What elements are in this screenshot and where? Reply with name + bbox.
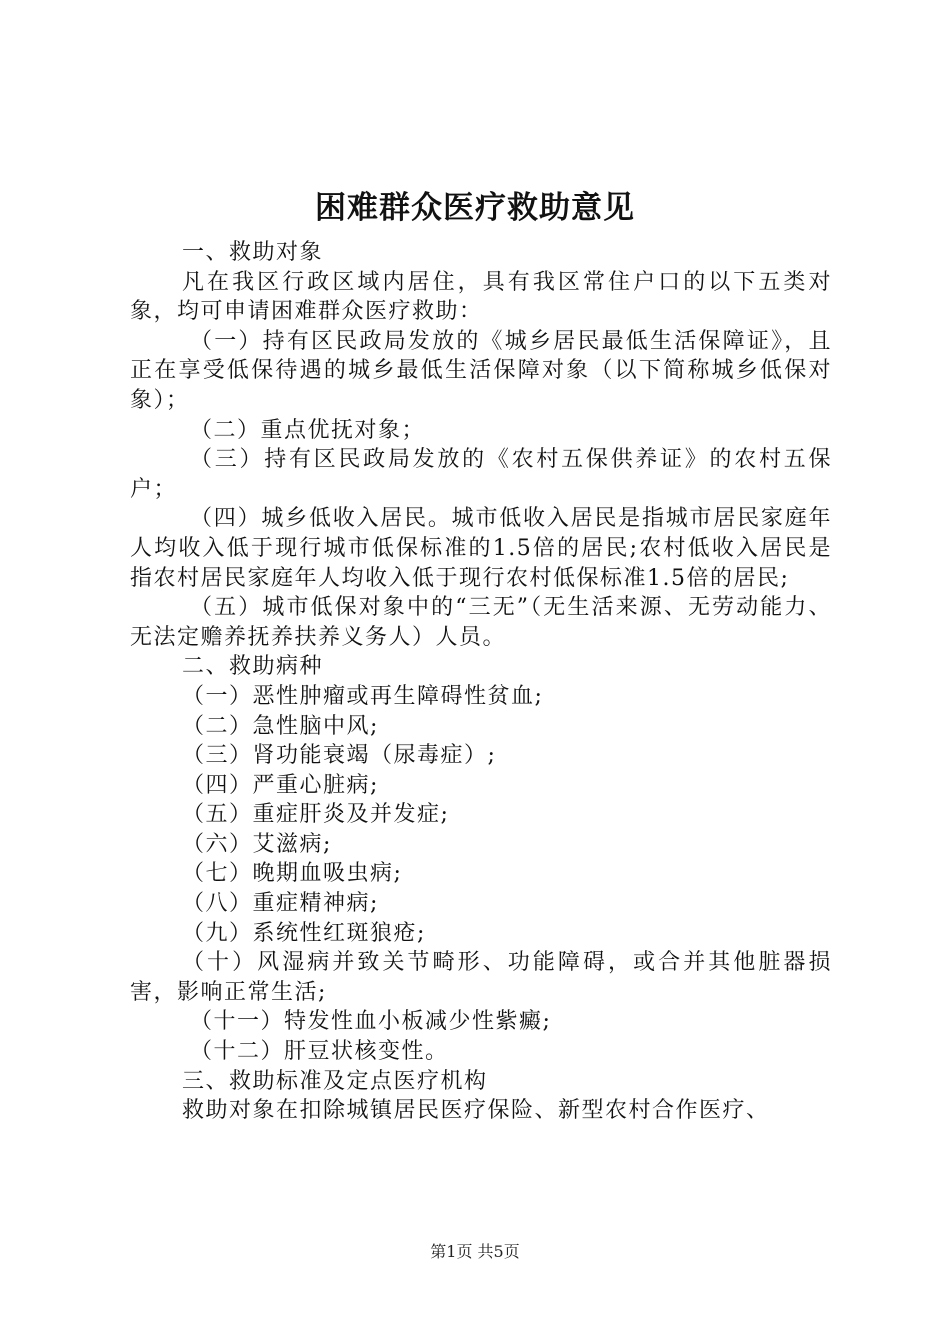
list-item: （八）重症精神病; — [182, 891, 379, 917]
list-item: （二）重点优抚对象； — [190, 417, 426, 443]
list-item: （一）持有区民政局发放的《城乡居民最低生活保障证》，且正在享受低保待遇的城乡最低生活保障对象（以下简称城乡低保对象）； — [130, 328, 832, 413]
section-heading: 三、救助标准及定点医疗机构 — [182, 1068, 488, 1094]
list-item: （一）恶性肿瘤或再生障碍性贫血; — [182, 683, 544, 709]
list-item: （二）急性脑中风; — [182, 713, 379, 739]
list-item: （三）持有区民政局发放的《农村五保供养证》的农村五保户； — [130, 447, 832, 502]
section-heading: 一、救助对象 — [182, 240, 324, 265]
list-item: （六）艾滋病; — [182, 831, 332, 857]
document-title: 困难群众医疗救助意见 — [315, 190, 635, 226]
list-item: （五）重症肝炎及并发症; — [182, 802, 450, 828]
paragraph: 救助对象在扣除城镇居民医疗保险、新型农村合作医疗、 — [182, 1098, 770, 1124]
list-item: （五）城市低保对象中的“三无”（无生活来源、无劳动能力、无法定赡养抚养扶养义务人）人员。 — [130, 595, 832, 650]
section-heading: 二、救助病种 — [182, 654, 324, 680]
list-item: （四）严重心脏病; — [182, 772, 379, 798]
list-item: （四）城乡低收入居民。城市低收入居民是指城市居民家庭年人均收入低于现行城市低保标准的1.5倍的居民;农村低收入居民是指农村居民家庭年人均收入低于现行农村低保标准1.5倍的居民; — [130, 506, 832, 591]
paragraph: 凡在我区行政区域内居住，具有我区常住户口的以下五类对象，均可申请困难群众医疗救助： — [130, 269, 832, 325]
list-item: （十二）肝豆状核变性。 — [190, 1039, 449, 1065]
list-item: （三）肾功能衰竭（尿毒症）; — [182, 743, 497, 769]
document-body — [130, 238, 832, 1126]
list-item: （十一）特发性血小板减少性紫癜; — [190, 1009, 552, 1035]
list-item: （九）系统性红斑狼疮; — [182, 920, 426, 946]
page-footer: 第1页 共5页 — [430, 1242, 520, 1261]
list-item: （十）风湿病并致关节畸形、功能障碍，或合并其他脏器损害，影响正常生活; — [130, 950, 832, 1005]
list-item: （七）晚期血吸虫病; — [182, 861, 403, 887]
